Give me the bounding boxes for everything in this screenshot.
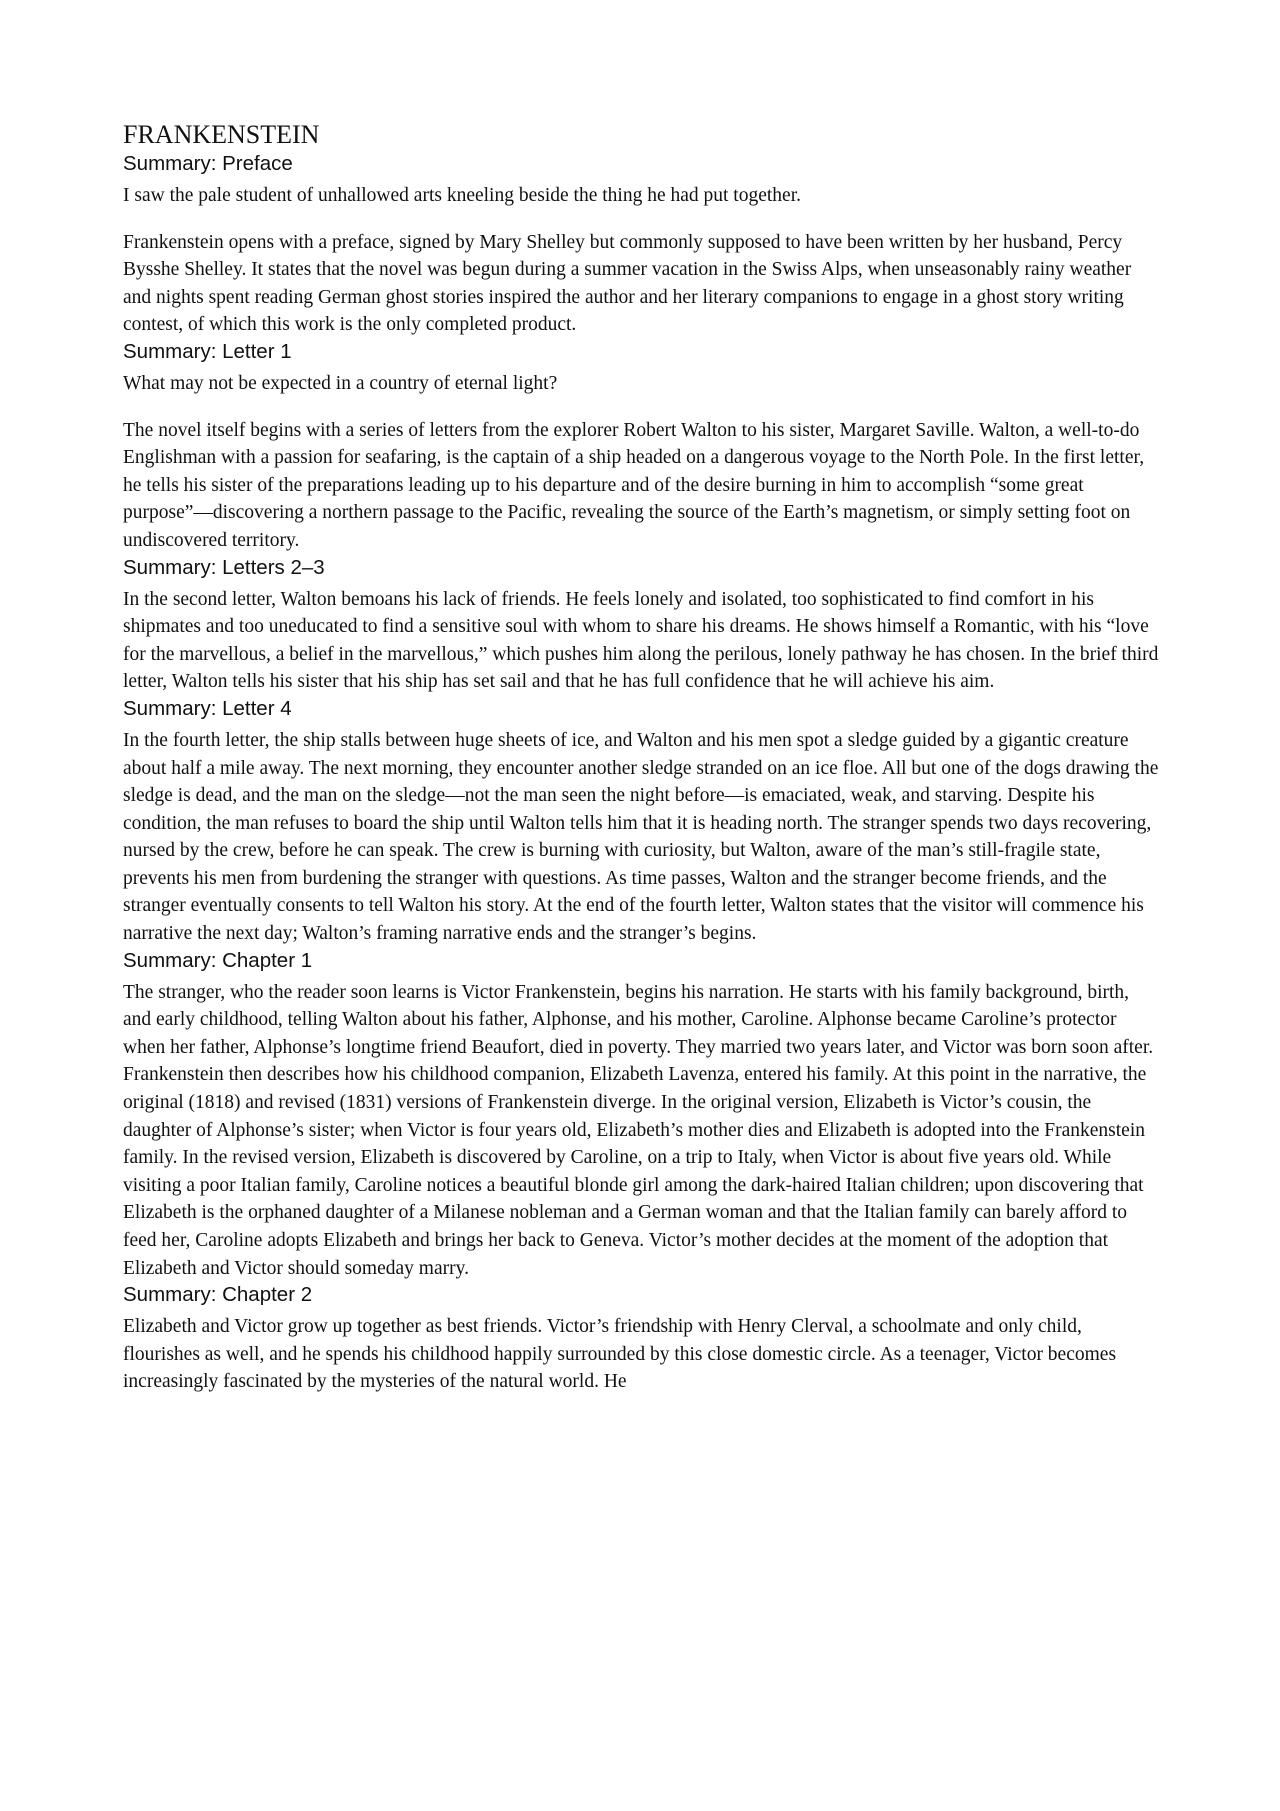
section-heading-letter-1: Summary: Letter 1 bbox=[123, 339, 292, 363]
paragraph-chapter-1-1: The stranger, who the reader soon learns is Victor Frankenstein, begins his narration. He starts with his family background, birth, and early childhood, telling Walton about his father, Alphonse, and his mother, Caroline. Alphonse became Caroline’s protector when her father, Alphonse’s longtime friend Beaufort, died in poverty. They married two years later, and Victor was born soon after. bbox=[123, 981, 1154, 1058]
section-heading-preface: Summary: Preface bbox=[123, 152, 293, 175]
document-title: FRANKENSTEIN bbox=[123, 120, 320, 149]
epigraph-preface: I saw the pale student of unhallowed arts kneeling beside the thing he had put together. bbox=[123, 185, 801, 206]
paragraph-preface-1: Frankenstein opens with a preface, signed by Mary Shelley but commonly supposed to have been written by her husband, Percy Bysshe Shelley. It states that the novel was begun during a summer vacation in the Swiss Alps, when unseasonably rainy weather and nights spent reading German ghost stories inspired the author and her literary companions to engage in a ghost story writing contest, of which this work is the only completed product. bbox=[123, 231, 1132, 336]
paragraph-letters-2-3-1: In the second letter, Walton bemoans his lack of friends. He feels lonely and isolated, too sophisticated to find comfort in his shipmates and too uneducated to find a sensitive soul with whom to share his dreams. He shows himself a Romantic, with his “love for the marvellous, a belief in the marvellous,” which pushes him along the perilous, lonely pathway he has chosen. In the brief third letter, Walton tells his sister that his ship has set sail and that he has full confidence that he will achieve his aim. bbox=[123, 588, 1159, 693]
paragraph-chapter-2-1: Elizabeth and Victor grow up together as best friends. Victor’s friendship with Henry Clerval, a schoolmate and only child, flourishes as well, and he spends his childhood happily surrounded by this close domestic circle. As a teenager, Victor becomes increasingly fascinated by the mysteries of the natural world. He bbox=[123, 1316, 1117, 1393]
section-heading-chapter-1: Summary: Chapter 1 bbox=[123, 948, 313, 972]
section-heading-chapter-2: Summary: Chapter 2 bbox=[123, 1283, 313, 1307]
epigraph-letter-1: What may not be expected in a country of eternal light? bbox=[123, 372, 558, 394]
paragraph-chapter-1-2: Frankenstein then describes how his childhood companion, Elizabeth Lavenza, entered his family. At this point in the narrative, the original (1818) and revised (1831) versions of Frankenstein diverge. In the original version, Elizabeth is Victor’s cousin, the daughter of Alphonse’s sister; when Victor is four years old, Elizabeth’s mother dies and Elizabeth is adopted into the Frankenstein family. In the revised version, Elizabeth is discovered by Caroline, on a trip to Italy, when Victor is about five years old. While visiting a poor Italian family, Caroline notices a beautiful blonde girl among the dark-haired Italian children; upon discovering that Elizabeth is the orphaned daughter of a Milanese nobleman and a German woman and that the Italian family can barely afford to feed her, Caroline adopts Elizabeth and brings her back to Geneva. Victor’s mother decides at the moment of the adoption that Elizabeth and Victor should someday marry. bbox=[123, 1064, 1147, 1279]
paragraph-letter-1-1: The novel itself begins with a series of letters from the explorer Robert Walton to his sister, Margaret Saville. Walton, a well-to-do Englishman with a passion for seafaring, is the captain of a ship headed on a dangerous voyage to the North Pole. In the first letter, he tells his sister of the preparations leading up to his departure and of the desire burning in him to accomplish “some great purpose”—discovering a northern passage to the Pacific, revealing the source of the Earth’s magnetism, or simply setting foot on undiscovered territory. bbox=[123, 419, 1145, 551]
section-heading-letters-2-3: Summary: Letters 2–3 bbox=[123, 555, 325, 579]
section-heading-letter-4: Summary: Letter 4 bbox=[123, 696, 292, 720]
paragraph-letter-4-1: In the fourth letter, the ship stalls between huge sheets of ice, and Walton and his men spot a sledge guided by a gigantic creature about half a mile away. The next morning, they encounter another sledge stranded on an ice floe. All but one of the dogs drawing the sledge is dead, and the man on the sledge—not the man seen the night before—is emaciated, weak, and starving. Despite his condition, the man refuses to board the ship until Walton tells him that it is heading north. The stranger spends two days recovering, nursed by the crew, before he can speak. The crew is burning with curiosity, but Walton, aware of the man’s still-fragile state, prevents his men from burdening the stranger with questions. As time passes, Walton and the stranger become friends, and the stranger eventually consents to tell Walton his story. At the end of the fourth letter, Walton states that the visitor will commence his narrative the next day; Walton’s framing narrative ends and the stranger’s begins. bbox=[123, 729, 1159, 945]
